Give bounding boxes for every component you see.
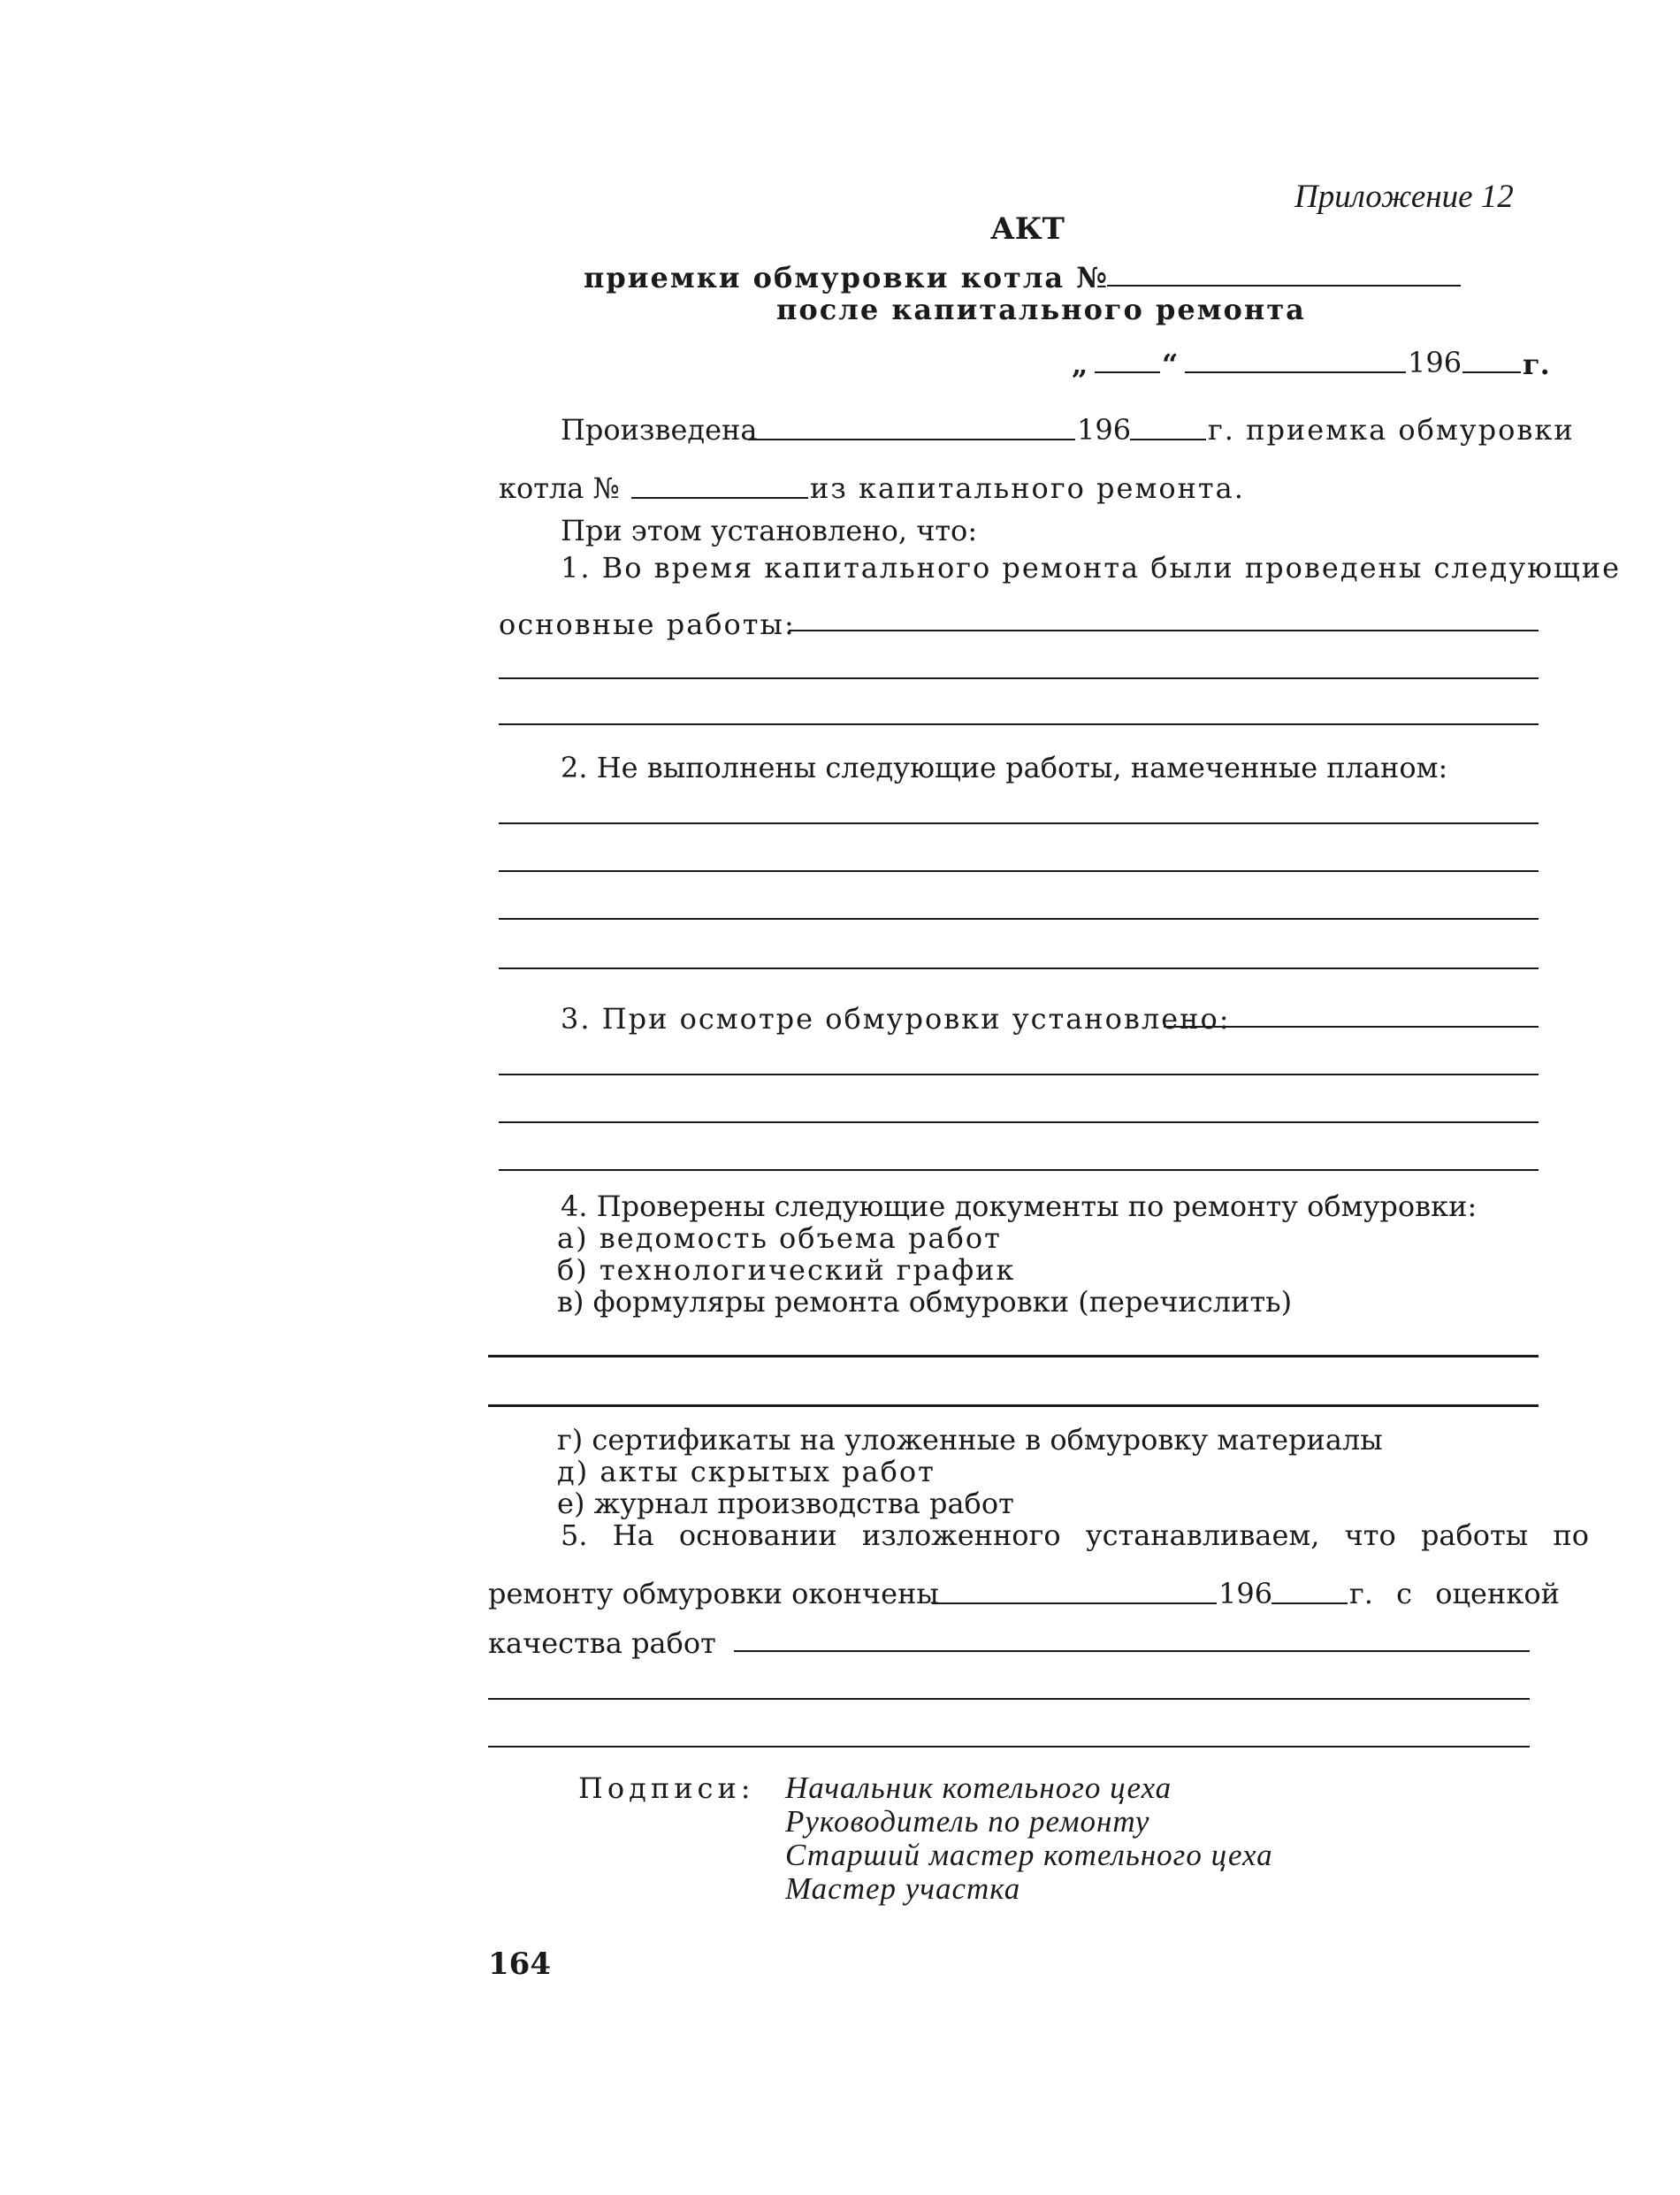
- item4-heading: 4. Проверены следующие документы по ремонту обмуровки:: [561, 1189, 1478, 1223]
- document-subtitle-line1: приемки обмуровки котла №: [584, 261, 1110, 294]
- para1-year: 196: [1077, 413, 1132, 447]
- item4-d: д) акты скрытых работ: [557, 1455, 935, 1488]
- date-year-suffix: г.: [1523, 348, 1550, 381]
- item2-line-4: [499, 967, 1539, 969]
- item4-line-1: [488, 1355, 1539, 1358]
- item3-line-2: [499, 1074, 1539, 1075]
- item5-quality-line: [734, 1650, 1530, 1652]
- item5-date-line: [932, 1602, 1217, 1604]
- item4-v: в) формуляры ремонта обмуровки (перечислить): [557, 1285, 1293, 1319]
- item5-line-2: [488, 1698, 1530, 1700]
- para1-boiler-line: [631, 497, 808, 499]
- item4-line-2: [488, 1404, 1539, 1407]
- item2-text: 2. Не выполнены следующие работы, намеченные планом:: [561, 751, 1448, 784]
- signatures-label: Подписи:: [578, 1771, 755, 1805]
- para1-line2-end: из капитального ремонта.: [810, 471, 1245, 505]
- item3-line-1: [1164, 1026, 1539, 1028]
- date-year-prefix: 196: [1408, 346, 1462, 379]
- appendix-label: Приложение 12: [1294, 179, 1514, 215]
- signature-repair-manager: Руководитель по ремонту: [785, 1804, 1150, 1839]
- item1-line-2: [499, 677, 1539, 679]
- page-number: 164: [488, 1946, 551, 1982]
- para1-mid: г. приемка обмуровки: [1208, 413, 1575, 447]
- item4-e: е) журнал производства работ: [557, 1487, 1014, 1520]
- item1-line-1: [789, 630, 1539, 631]
- item2-line-1: [499, 822, 1539, 824]
- item3-text: 3. При осмотре обмуровки установлено:: [561, 1002, 1231, 1036]
- date-day-line: [1095, 371, 1160, 373]
- item5-line2-start: ремонту обмуровки окончены: [488, 1577, 939, 1610]
- signature-senior-master: Старший мастер котельного цеха: [785, 1838, 1273, 1872]
- date-year-line: [1462, 371, 1521, 373]
- item3-line-4: [499, 1169, 1539, 1171]
- boiler-number-line: [1107, 285, 1461, 287]
- date-month-line: [1185, 371, 1406, 373]
- signature-head-of-boiler-shop: Начальник котельного цеха: [785, 1771, 1172, 1805]
- date-quote-open: „: [1072, 348, 1088, 381]
- item5-line3: качества работ: [488, 1626, 716, 1660]
- item1-text: 1. Во время капитального ремонта были проведены следующие: [561, 551, 1622, 585]
- para1-start: Произведена: [561, 413, 758, 447]
- item3-line-3: [499, 1121, 1539, 1123]
- item4-b: б) технологический график: [557, 1253, 1016, 1287]
- item4-a: а) ведомость объема работ: [557, 1221, 1002, 1255]
- item4-g: г) сертификаты на уложенные в обмуровку материалы: [557, 1423, 1383, 1457]
- para1-line2-start: котла №: [499, 471, 620, 505]
- date-quote-close: “: [1162, 348, 1179, 381]
- item5-year: 196: [1218, 1577, 1273, 1610]
- para1-date-line: [748, 439, 1075, 440]
- item1-line-3: [499, 723, 1539, 725]
- item5-year-line: [1271, 1602, 1348, 1604]
- item2-line-3: [499, 918, 1539, 920]
- item5-line2-end: г. с оценкой: [1349, 1577, 1560, 1610]
- intro-text: При этом установлено, что:: [561, 514, 978, 547]
- document-subtitle-line2: после капитального ремонта: [776, 293, 1306, 326]
- item2-line-2: [499, 870, 1539, 872]
- document-title: АКТ: [990, 211, 1065, 247]
- item5-line-3: [488, 1746, 1530, 1748]
- para1-year-line: [1130, 439, 1206, 440]
- item5-text: 5. На основании изложенного устанавливаем, что работы по: [561, 1518, 1589, 1552]
- signature-section-master: Мастер участка: [785, 1871, 1021, 1906]
- item1-cont: основные работы:: [499, 608, 796, 641]
